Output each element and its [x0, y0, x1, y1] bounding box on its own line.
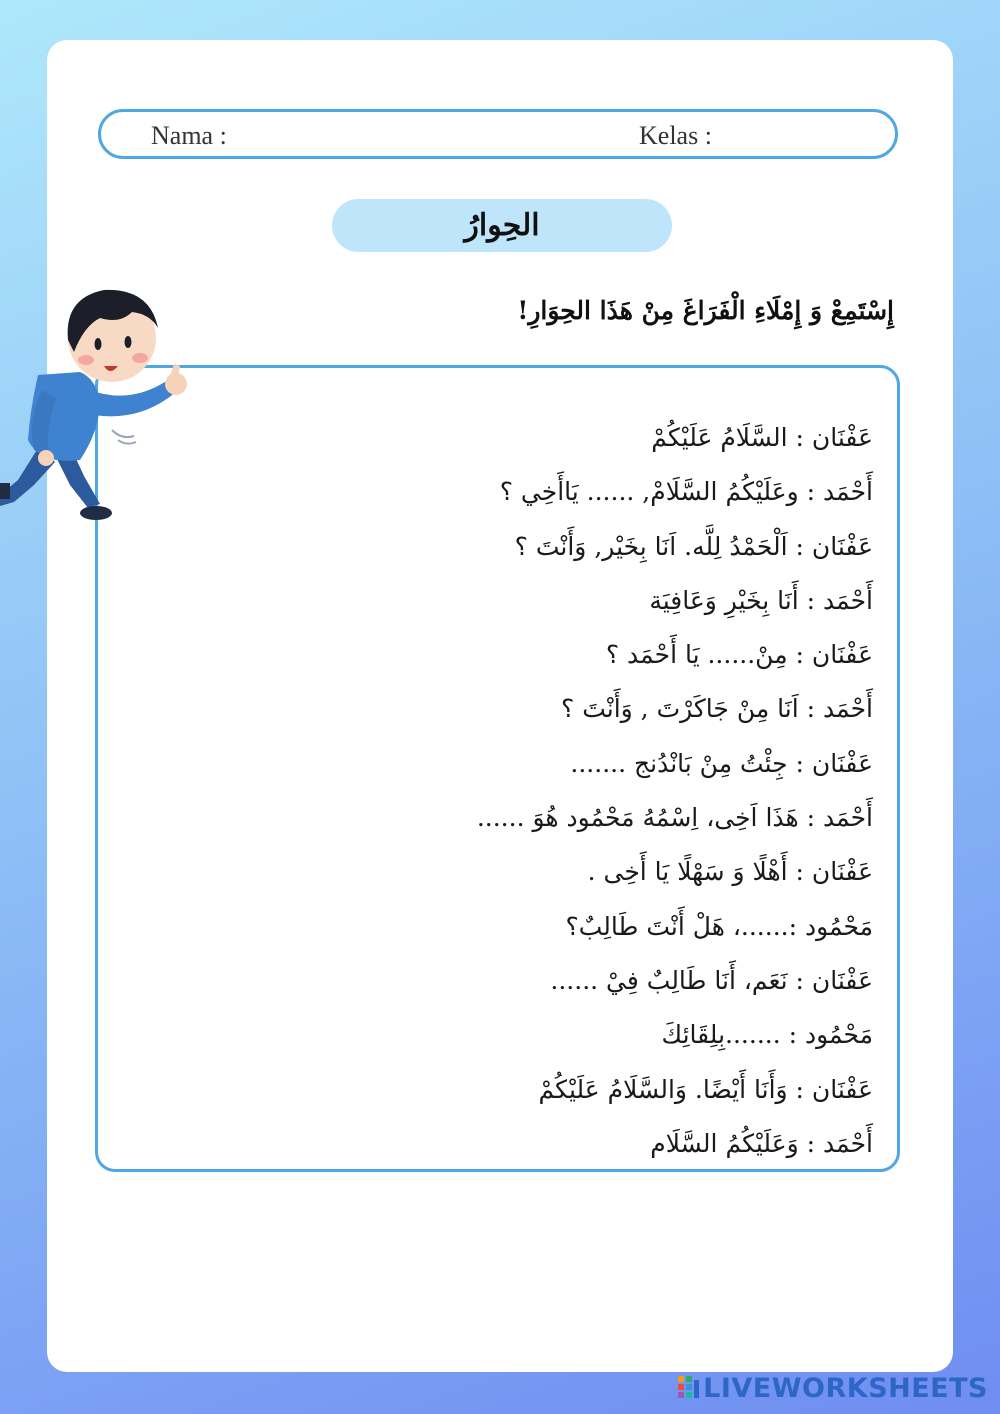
- dialog-line: مَحْمُود :......، هَلْ أَنْتَ طَالِبٌ؟: [565, 911, 873, 941]
- dialog-line: عَفْنَان : وَأَنَا أَيْضًا. وَالسَّلَامُ عَلَيْكُمْ: [538, 1074, 873, 1104]
- dialog-line: أَحْمَد : اَنَا مِنْ جَاكَرْتَ , وَأَنْتَ ؟: [560, 694, 873, 724]
- dialog-line: أَحْمَد : هَذَا اَخِى، اِسْمُهُ مَحْمُود هُوَ ......: [476, 803, 873, 833]
- dialog-line: عَفْنَان : السَّلَامُ عَلَيْكُمْ: [651, 423, 873, 452]
- dialog-line: أَحْمَد : وَعَلَيْكُمُ السَّلَام: [650, 1128, 873, 1158]
- name-label: Nama :: [151, 121, 227, 150]
- dialog-list: [477, 418, 873, 1178]
- liveworksheets-logo-icon: [678, 1376, 700, 1402]
- dialog-line: أَحْمَد : وعَلَيْكُمُ السَّلَامْ, ...... يَاأَخِي ؟: [499, 477, 873, 507]
- worksheet-title: الحِوارُ: [332, 199, 672, 252]
- dialog-line: أَحْمَد : أَنَا بِخَيْرِ وَعَافِيَة: [649, 585, 873, 615]
- dialog-line: عَفْنَان : جِئْتُ مِنْ بَانْدُنج .......: [570, 748, 873, 778]
- dialog-line: عَفْنَان : نَعَم، أَنَا طَالِبٌ فِيْ ......: [550, 965, 873, 995]
- class-label: Kelas :: [639, 121, 712, 150]
- dialog-line: مَحْمُود : .......بِلِقَائِكَ: [661, 1020, 873, 1050]
- instruction-text: إِسْتَمِعْ وَ إِمْلَاءِ الْفَرَاغَ مِنْ هَذَا الحِوَارِ!: [517, 296, 894, 325]
- dialog-line: عَفْنَان : مِنْ...... يَا أَحْمَد ؟: [605, 640, 873, 670]
- dialog-line: عَفْنَان : اَلْحَمْدُ لِلَّه. اَنَا بِخَيْر, وَأَنْتَ ؟: [514, 531, 873, 561]
- dialog-line: عَفْنَان : أَهْلًا وَ سَهْلًا يَا أَخِى .: [587, 857, 873, 887]
- liveworksheets-footer: [678, 1373, 988, 1404]
- brand-text: LIVEWORKSHEETS: [703, 1373, 988, 1404]
- student-info-bar: [98, 109, 898, 159]
- waving-boy-illustration: [0, 280, 200, 525]
